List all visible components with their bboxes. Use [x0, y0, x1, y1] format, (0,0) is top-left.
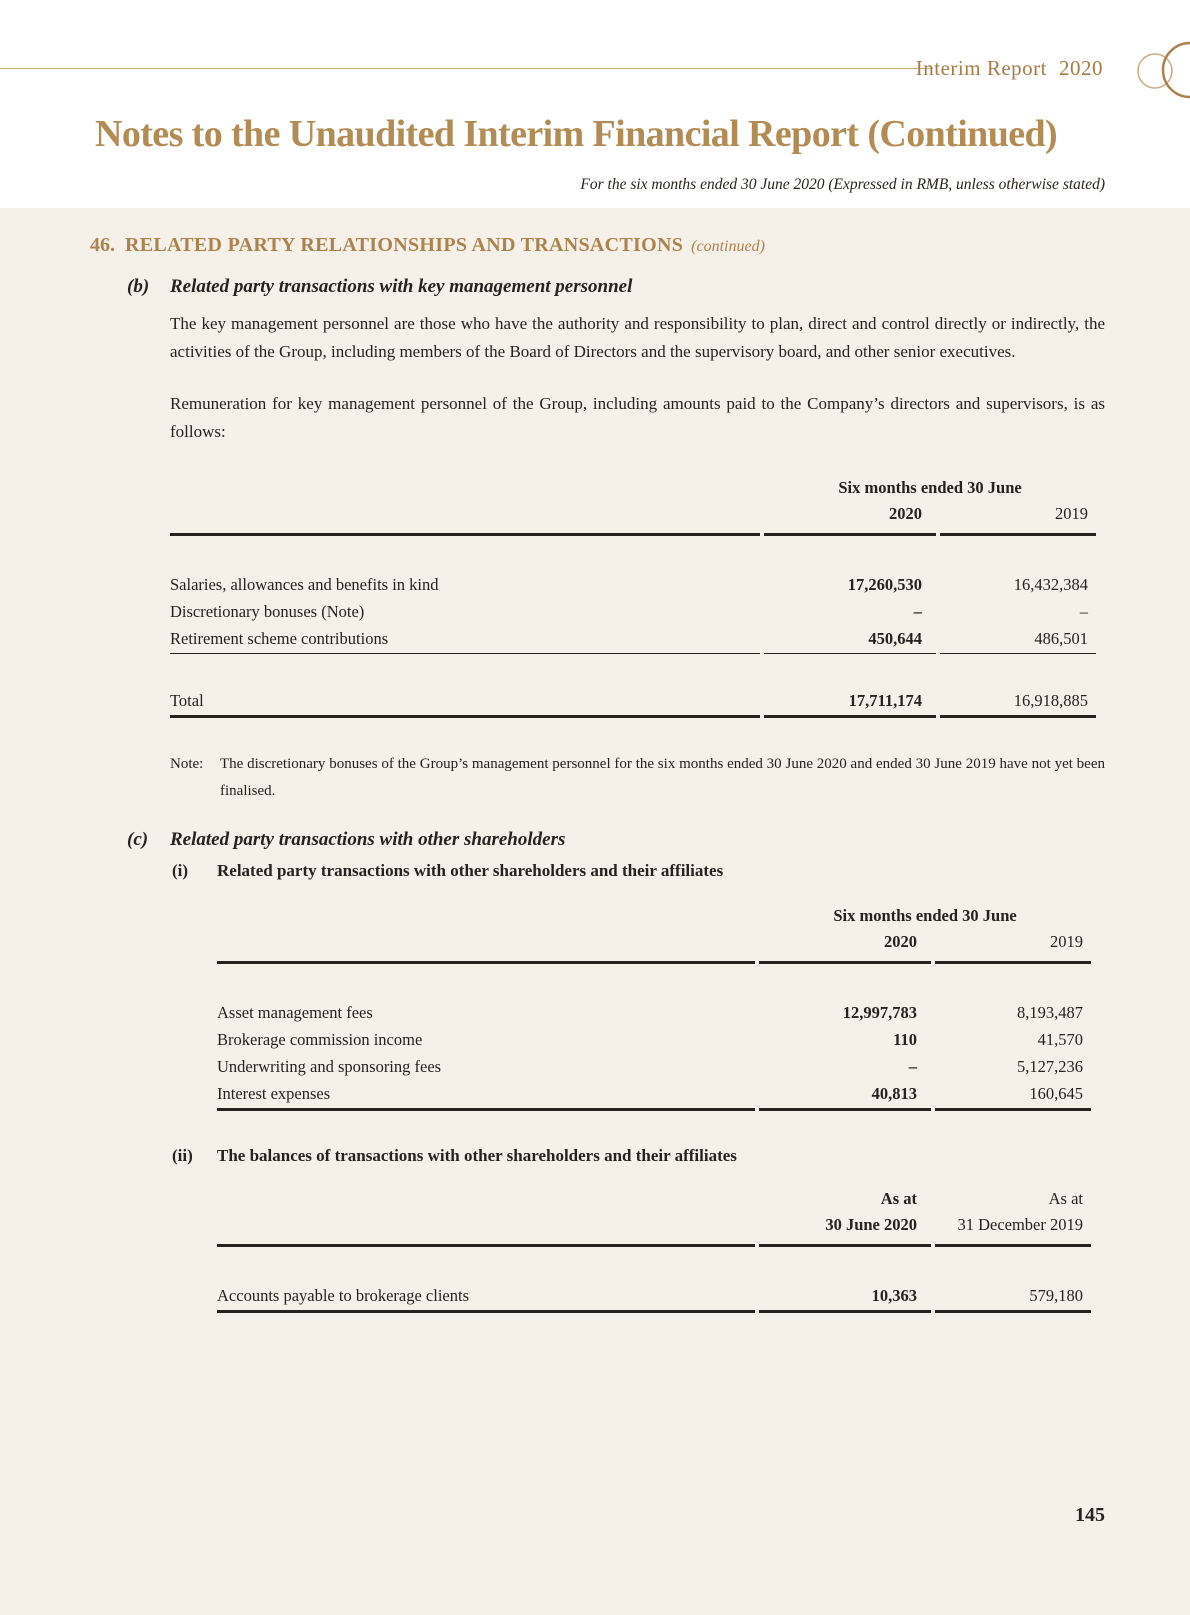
- report-label: Interim Report: [915, 56, 1047, 80]
- table-years-row: [217, 928, 1091, 964]
- paragraph: The key management personnel are those who have the authority and responsibility to plan, direct and control directly or indirectly, the activities of the Group, including members of the Board of Directors and the supervisory board, and other senior executives.: [170, 314, 1105, 361]
- table-row: [217, 1053, 1091, 1080]
- table-row: [217, 964, 1091, 1026]
- total-label: Total: [170, 654, 760, 718]
- value-2020: 40,813: [759, 1080, 931, 1111]
- table-row: [217, 1080, 1091, 1111]
- note-text: The discretionary bonuses of the Group’s management personnel for the six months ended 30 June 2020 and ended 30 June 2019 have not yet been finalised.: [220, 756, 1105, 799]
- value-2019: 41,570: [1037, 1030, 1084, 1049]
- column-header-date-2019: 31 December 2019: [935, 1211, 1091, 1247]
- table-row: [170, 536, 1096, 598]
- row-label: Retirement scheme contributions: [170, 625, 760, 654]
- decorative-circles-icon: [1095, 38, 1190, 108]
- subsection-c-label: (c): [127, 829, 149, 850]
- item-i-label: (i): [172, 861, 189, 880]
- subsection-c-title: Related party transactions with other shareholders: [170, 829, 566, 850]
- row-label: Underwriting and sponsoring fees: [217, 1057, 442, 1076]
- value-2019: 5,127,236: [1017, 1057, 1084, 1076]
- value-2020: –: [913, 602, 922, 621]
- period-header: Six months ended 30 June: [833, 906, 1017, 925]
- table-row: [170, 598, 1096, 625]
- row-label: Asset management fees: [217, 1003, 373, 1022]
- column-header-2019: 2019: [935, 928, 1091, 964]
- remuneration-table: [166, 476, 1100, 718]
- item-i: [172, 860, 1105, 1111]
- item-i-title: Related party transactions with other shareholders and their affiliates: [217, 861, 724, 880]
- page-title: Notes to the Unaudited Interim Financial Report (Continued): [95, 113, 1058, 155]
- subsection-b-title: Related party transactions with key management personnel: [170, 276, 633, 297]
- table-years-row: [170, 500, 1096, 536]
- item-ii: [172, 1145, 1105, 1313]
- section-title-text: RELATED PARTY RELATIONSHIPS AND TRANSACTIONS: [125, 234, 684, 256]
- table-note: [170, 751, 1105, 805]
- header-rule: [0, 68, 933, 69]
- subsection-c: [127, 827, 1105, 1313]
- paragraph: Remuneration for key management personnel of the Group, including amounts paid to the Company’s directors and supervisors, is as follows:: [170, 394, 1105, 441]
- note-label: Note:: [170, 756, 204, 772]
- column-header-2019: 2019: [940, 500, 1096, 536]
- item-ii-label: (ii): [172, 1146, 193, 1165]
- shareholder-transactions-table: [213, 904, 1095, 1111]
- value-2020: 17,260,530: [847, 575, 922, 594]
- page-header: [0, 0, 1190, 208]
- table-period-header-row: [170, 476, 1096, 500]
- table-row: [217, 1026, 1091, 1053]
- subsection-b: [127, 274, 1105, 805]
- value-2019: 16,432,384: [1013, 575, 1089, 594]
- value-2019: 160,645: [935, 1080, 1091, 1111]
- total-2019: 16,918,885: [940, 654, 1096, 718]
- column-header-asat-2019: As at: [1048, 1189, 1083, 1208]
- value-2020: 110: [893, 1030, 917, 1049]
- report-year: 2020: [1059, 56, 1103, 80]
- row-label: Discretionary bonuses (Note): [170, 602, 365, 621]
- row-label: Salaries, allowances and benefits in kind: [170, 575, 439, 594]
- table-dates-row: [217, 1211, 1091, 1247]
- shareholder-balances-table: [213, 1187, 1095, 1313]
- table-row: [170, 625, 1096, 654]
- table-total-row: [170, 654, 1096, 718]
- section-title: [125, 232, 765, 260]
- page-number: 145: [1075, 1504, 1105, 1526]
- total-2020: 17,711,174: [764, 654, 936, 718]
- row-label: Accounts payable to brokerage clients: [217, 1247, 755, 1313]
- table-row: [217, 1247, 1091, 1313]
- row-label: Brokerage commission income: [217, 1030, 423, 1049]
- item-ii-title: The balances of transactions with other shareholders and their affiliates: [217, 1146, 737, 1165]
- table-asat-row: [217, 1187, 1091, 1211]
- value-2019: 8,193,487: [1017, 1003, 1084, 1022]
- value-2020: 10,363: [759, 1247, 931, 1313]
- page-subtitle: For the six months ended 30 June 2020 (Expressed in RMB, unless otherwise stated): [580, 176, 1105, 193]
- section-number: 46.: [90, 234, 115, 256]
- section-heading: [90, 232, 1105, 260]
- column-header-asat-2020: As at: [880, 1189, 917, 1208]
- value-2019: 486,501: [940, 625, 1096, 654]
- table-period-header-row: [217, 904, 1091, 928]
- section-continued-label: (continued): [691, 238, 765, 255]
- subsection-b-label: (b): [127, 276, 150, 297]
- value-2020: 450,644: [764, 625, 936, 654]
- value-2019: –: [1079, 602, 1089, 621]
- period-header: Six months ended 30 June: [838, 478, 1022, 497]
- value-2020: –: [908, 1057, 917, 1076]
- row-label: Interest expenses: [217, 1080, 755, 1111]
- page-content: [0, 232, 1190, 1313]
- value-2019: 579,180: [935, 1247, 1091, 1313]
- column-header-2020: 2020: [764, 500, 936, 536]
- value-2020: 12,997,783: [842, 1003, 917, 1022]
- column-header-date-2020: 30 June 2020: [759, 1211, 931, 1247]
- column-header-2020: 2020: [759, 928, 931, 964]
- report-edition-label: [916, 56, 1103, 81]
